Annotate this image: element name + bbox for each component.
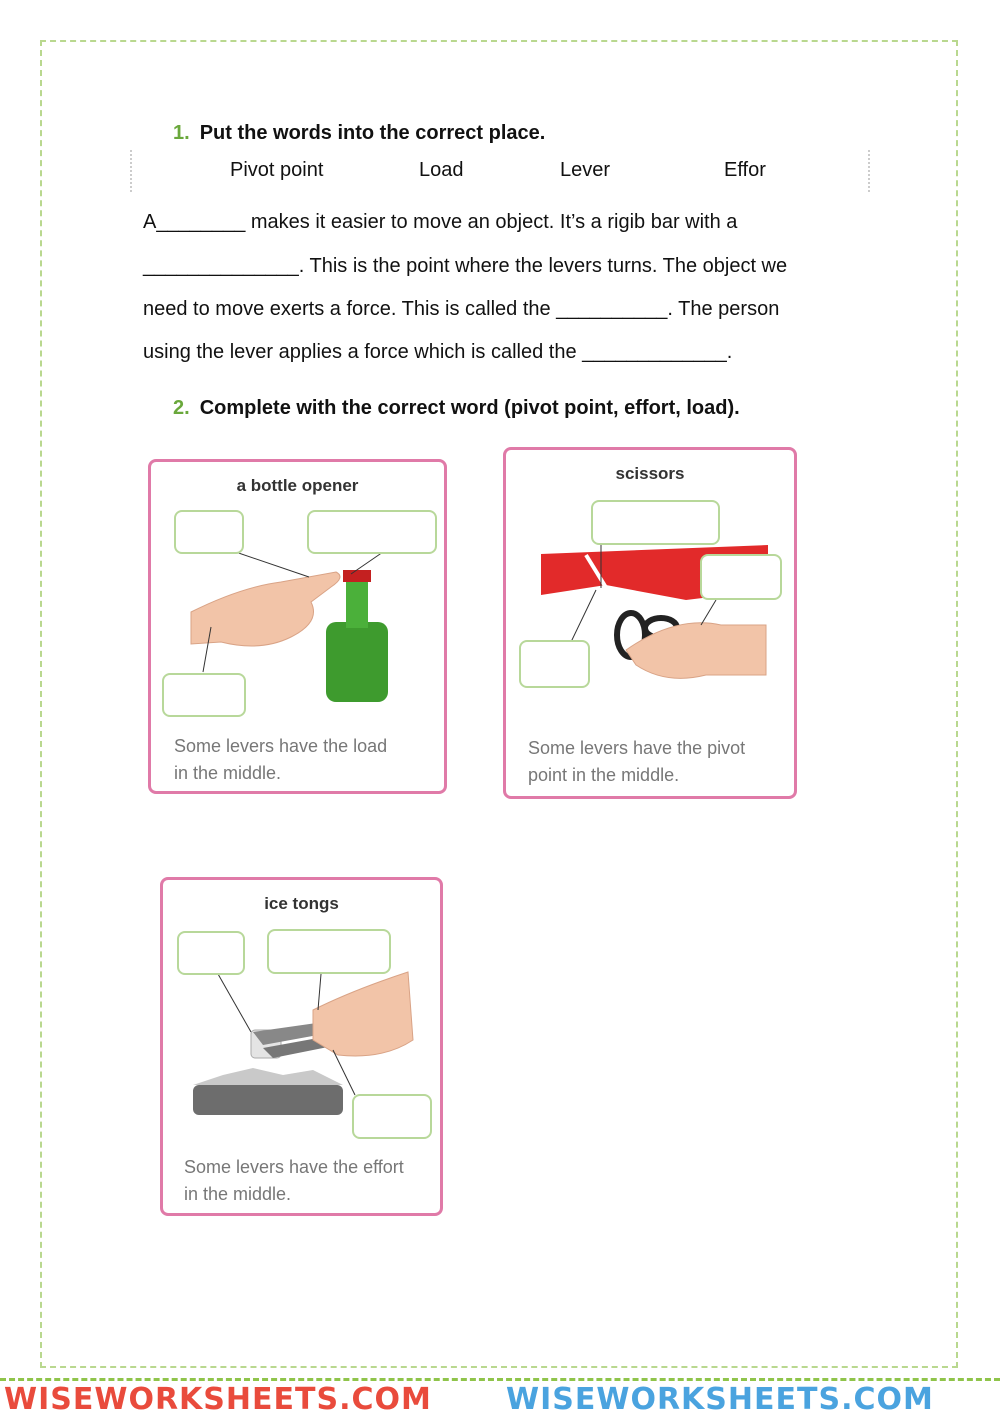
arrow-line-3 [571,590,596,642]
caption-bottle-opener: Some levers have the load in the middle. [174,736,388,783]
paragraph-line-1: A________ makes it easier to move an object. It’s a rigib bar with a [143,211,738,233]
footer-logo-2[interactable]: WISEWORKSHEETS.COM [506,1382,934,1417]
footer-logo-1[interactable]: WISEWORKSHEETS.COM [4,1382,432,1417]
paragraph-line-2: ______________. This is the point where the levers turns. The object we [143,255,788,277]
ice-tray [193,1085,343,1115]
word-bank [130,150,870,192]
arrow-line-2 [701,600,716,625]
caption-scissors: Some levers have the pivot point in the middle. [528,738,746,785]
bottle-cap [343,570,371,582]
ice-pile [193,1068,343,1085]
card-title-scissors: scissors [615,464,685,483]
bottle-body [326,622,388,702]
card-title-ice-tongs: ice tongs [264,894,339,913]
answer-box-scissors-3[interactable] [519,640,590,688]
paragraph-line-3: need to move exerts a force. This is called the __________. The person [143,298,780,320]
card-bottle-opener [148,459,447,794]
footer [0,1378,1000,1417]
caption-ice-tongs: Some levers have the effort in the middle. [184,1157,404,1204]
bottle-neck [346,580,368,628]
answer-box-tongs-3[interactable] [352,1094,432,1139]
question-1-title: 1. Put the words into the correct place. [173,122,546,144]
card-scissors [503,447,797,799]
arrow-line-1 [218,974,251,1032]
card-ice-tongs [160,877,443,1216]
arrow-line-2 [318,974,321,1010]
hand-shape [191,572,340,646]
answer-box-bottle-1[interactable] [174,510,244,554]
answer-box-scissors-1[interactable] [591,500,720,545]
answer-box-bottle-3[interactable] [162,673,246,717]
answer-box-tongs-2[interactable] [267,929,391,974]
word-lever[interactable]: Lever [560,159,611,181]
answer-box-bottle-2[interactable] [307,510,437,554]
paragraph-line-4: using the lever applies a force which is called the _____________. [143,341,733,363]
card-title-bottle-opener: a bottle opener [236,476,359,495]
word-load[interactable]: Load [419,159,464,181]
answer-box-tongs-1[interactable] [177,931,245,975]
question-2-title: 2. Complete with the correct word (pivot point, effort, load). [173,397,740,419]
hand-shape [313,972,413,1056]
word-effort[interactable]: Effor [724,159,766,181]
word-pivot-point[interactable]: Pivot point [230,159,324,181]
answer-box-scissors-2[interactable] [700,554,782,600]
